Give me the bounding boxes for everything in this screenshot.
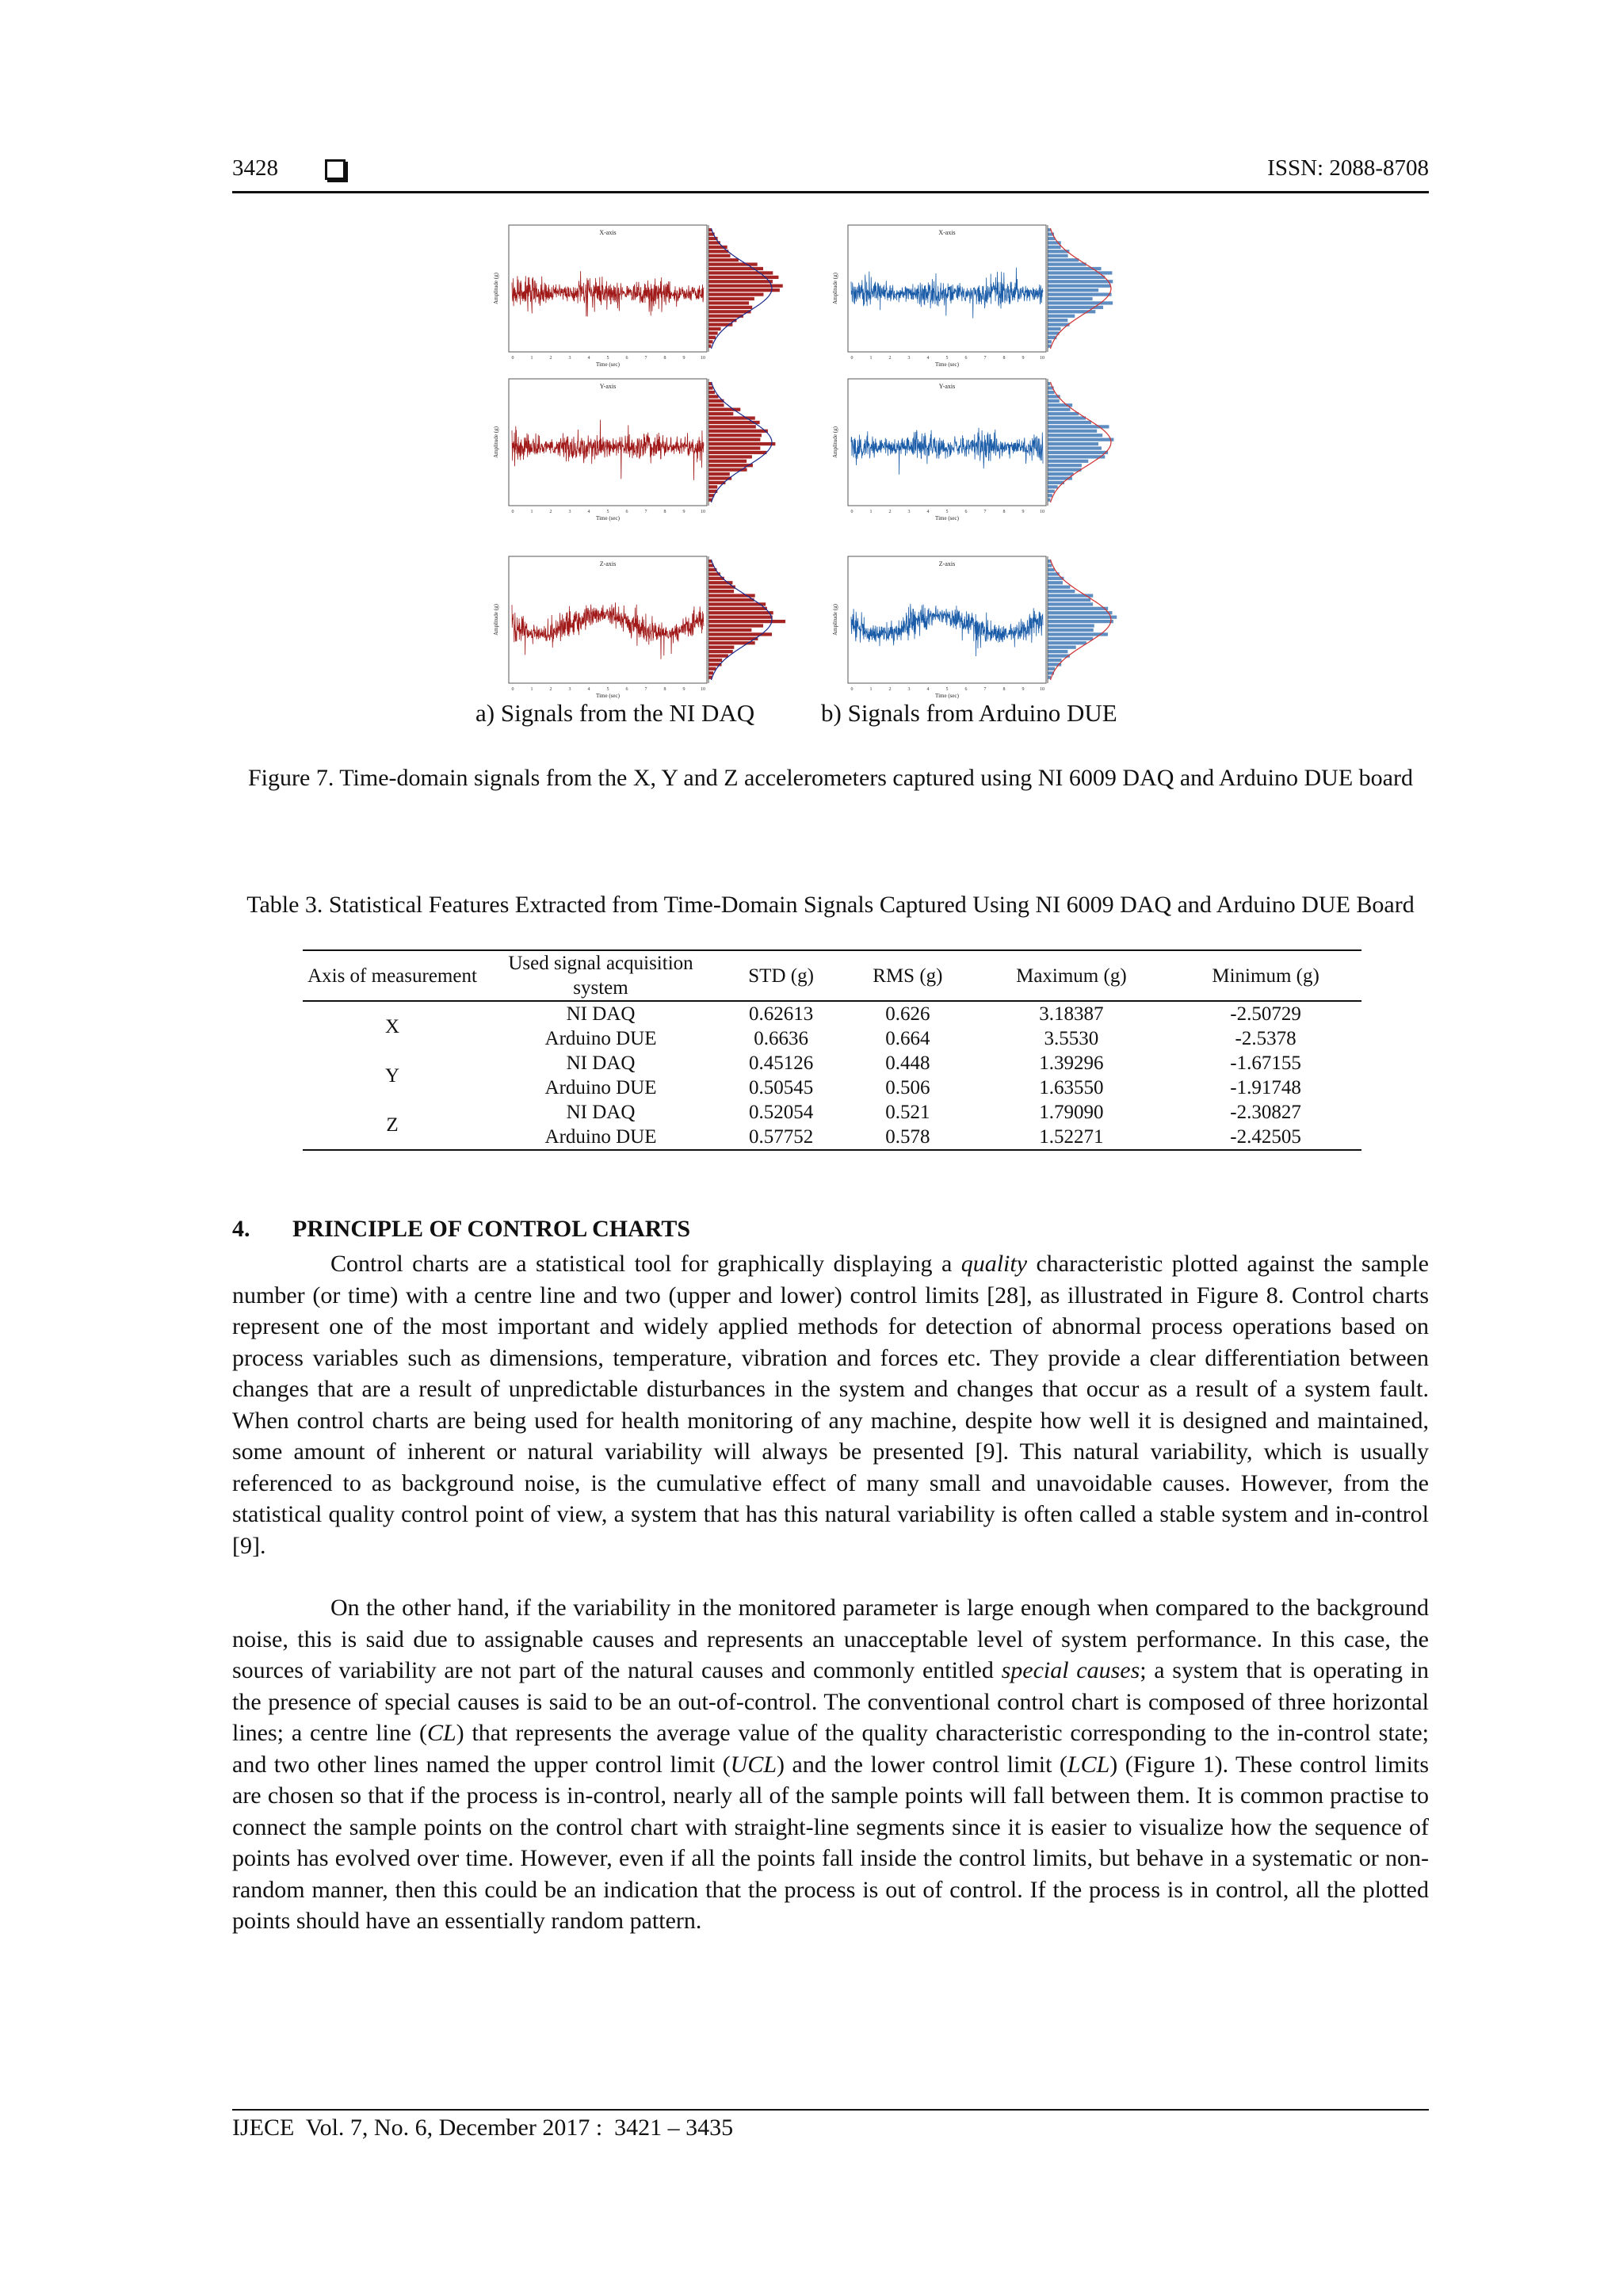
y-axis-label: Amplitude (g) — [832, 604, 838, 636]
x-tick-label: 4 — [587, 687, 590, 692]
histogram-bar — [1048, 455, 1105, 458]
min-cell: -1.67155 — [1230, 1052, 1301, 1074]
section-heading — [232, 1216, 690, 1243]
col-rms-header: RMS (g) — [842, 950, 972, 1001]
histogram-bar — [1048, 408, 1070, 411]
histogram-bar — [1048, 430, 1097, 433]
x-tick-label: 5 — [606, 356, 609, 361]
y-axis-label: Amplitude (g) — [493, 604, 499, 636]
x-tick-label: 6 — [964, 356, 968, 361]
histogram-bar — [1048, 340, 1052, 343]
rms-cell: 0.578 — [842, 1125, 972, 1150]
x-tick-label: 5 — [945, 510, 949, 514]
histogram-bar — [1048, 581, 1063, 584]
subplot-due-x — [831, 219, 1163, 368]
histogram-bar — [1048, 667, 1055, 670]
histogram-bar — [1048, 246, 1061, 249]
histogram-bar — [708, 659, 722, 662]
statistics-table — [303, 949, 1361, 1151]
col-system-header: Used signal acquisition system — [482, 950, 720, 1001]
x-tick-label: 9 — [682, 510, 685, 514]
system-cell: NI DAQ — [566, 1102, 636, 1123]
histogram-bar — [1048, 611, 1112, 614]
subplot-title: Y-axis — [599, 383, 617, 390]
x-tick-label: 4 — [926, 510, 930, 514]
italic-run: UCL — [730, 1751, 777, 1778]
histogram-bar — [708, 434, 762, 437]
histogram-bar — [708, 590, 734, 593]
text-run: ) that represents the average value of the quality characteristic corresponding to the in-control state; and two other lines named the upper control limit ( — [232, 1720, 1429, 1778]
x-tick-label: 7 — [983, 356, 987, 361]
histogram-bar — [708, 598, 754, 602]
x-tick-label: 6 — [964, 510, 968, 514]
footer-citation: IJECE Vol. 7, No. 6, December 2017 : 3421 – 3435 — [232, 2115, 734, 2141]
std-cell: 0.57752 — [720, 1125, 842, 1150]
subplot-ni-y — [491, 372, 824, 521]
x-tick-label: 9 — [682, 687, 685, 692]
histogram-bar — [1048, 297, 1093, 300]
histogram-bar — [1048, 485, 1058, 488]
histogram-bar — [1048, 438, 1113, 441]
histogram-bar — [708, 327, 721, 330]
histogram-bar — [1048, 628, 1094, 632]
x-tick-label: 10 — [1040, 356, 1044, 361]
x-tick-label: 4 — [587, 510, 590, 514]
x-tick-label: 8 — [1002, 687, 1006, 692]
min-cell: -2.30827 — [1230, 1102, 1301, 1123]
histogram-bar — [1048, 292, 1112, 296]
figure-row-x — [491, 219, 1163, 368]
italic-run: LCL — [1067, 1751, 1110, 1778]
x-tick-label: 5 — [606, 687, 609, 692]
histogram-bar — [1048, 271, 1112, 274]
x-tick-label: 2 — [888, 510, 892, 514]
max-cell: 1.79090 — [1039, 1102, 1104, 1123]
histogram-bar — [708, 280, 773, 283]
histogram-bar — [1048, 434, 1102, 437]
x-axis-label: Time (sec) — [596, 515, 620, 521]
system-cell: Arduino DUE — [544, 1077, 657, 1098]
histogram-bar — [1048, 490, 1055, 493]
histogram-bar — [1048, 641, 1086, 644]
histogram-bar — [708, 650, 733, 653]
histogram-bar — [1048, 499, 1050, 502]
y-axis-label: Amplitude (g) — [832, 273, 838, 304]
subplot-ni-z — [491, 550, 824, 699]
histogram-bar — [708, 616, 773, 619]
histogram-bar — [1048, 416, 1086, 419]
histogram-bar — [708, 460, 747, 463]
plot-frame — [509, 556, 707, 683]
histogram-bar — [708, 455, 752, 458]
paragraph-1 — [232, 1248, 1429, 1561]
text-run: characteristic plotted against the sample number (or time) with a centre line and two (upper and lower) control limits [28], as illustrated in Figure 8. Control charts represent one of the most important and widely applied methods for detection of abnormal process operations based on process variables such as dimensions, temperature, vibration and forces etc. They provide a clear differentiation between changes that are a result of unpredictable disturbances in the system and changes that occur as a result of a system fault. When control charts are being used for health monitoring of any machine, despite how well it is designed and maintained, some amount of inherent or natural variability will always be presented [9]. This natural variability, which is usually referenced to as background noise, is the cumulative effect of many small and unavoidable causes. However, from the statistical quality control point of view, a system that has this natural variability is often called a stable system and in-control [9]. — [232, 1251, 1429, 1559]
x-tick-label: 3 — [907, 510, 911, 514]
histogram-bar — [1048, 659, 1062, 662]
x-tick-label: 7 — [644, 687, 647, 692]
x-tick-label: 1 — [869, 687, 873, 692]
histogram-bar — [708, 340, 712, 343]
max-cell: 3.5530 — [1044, 1028, 1099, 1049]
histogram-bar — [708, 611, 773, 614]
x-tick-label: 6 — [625, 687, 628, 692]
axis-cell: Y — [384, 1064, 400, 1087]
x-tick-label: 2 — [888, 356, 892, 361]
histogram-bar — [708, 438, 760, 441]
histogram-bar — [708, 637, 758, 640]
rms-cell: 0.626 — [885, 1003, 930, 1025]
x-tick-label: 10 — [701, 510, 705, 514]
histogram-bar — [1048, 288, 1098, 292]
max-cell: 3.18387 — [1039, 1003, 1104, 1025]
header-rule — [232, 191, 1429, 193]
y-axis-label: Amplitude (g) — [832, 426, 838, 458]
x-tick-label: 8 — [663, 687, 666, 692]
x-tick-label: 3 — [907, 687, 911, 692]
histogram-bar — [708, 276, 778, 279]
histogram-bar — [708, 620, 785, 623]
histogram-bar — [708, 624, 763, 627]
x-tick-label: 0 — [850, 510, 854, 514]
histogram-bar — [708, 315, 743, 318]
std-cell: 0.50545 — [748, 1077, 814, 1098]
histogram-bar — [1048, 598, 1090, 602]
subplot-due-z — [831, 550, 1163, 699]
subplot-title: Z-axis — [599, 560, 617, 567]
system-cell: NI DAQ — [566, 1052, 636, 1074]
histogram-bar — [1048, 494, 1052, 497]
histogram-bar — [1048, 624, 1094, 627]
subplot-title: Z-axis — [938, 560, 956, 567]
histogram-bar — [1048, 637, 1093, 640]
x-tick-label: 10 — [1040, 687, 1044, 692]
x-tick-label: 5 — [606, 510, 609, 514]
x-tick-label: 9 — [1022, 687, 1025, 692]
italic-run: quality — [960, 1251, 1028, 1277]
table-row — [303, 1051, 1361, 1075]
x-tick-label: 2 — [549, 510, 552, 514]
histogram-bar — [708, 446, 760, 449]
histogram-bar — [1048, 451, 1108, 454]
section-title: PRINCIPLE OF CONTROL CHARTS — [292, 1216, 691, 1242]
x-tick-label: 6 — [625, 356, 628, 361]
text-run: ; a system that is operating in the presence of special causes is said to be an out-of-control. The conventional control chart is composed of three horizontal lines; a centre line ( — [232, 1657, 1430, 1746]
x-tick-label: 0 — [850, 356, 854, 361]
subplot-due-y — [831, 372, 1163, 521]
table-caption: Table 3. Statistical Features Extracted from Time-Domain Signals Captured Using NI 6009 DAQ and Arduino DUE Board — [246, 892, 1415, 918]
subplot-ni-x — [491, 219, 824, 368]
system-cell: NI DAQ — [566, 1003, 636, 1025]
histogram-bar — [1048, 280, 1113, 283]
histogram-bar — [1048, 327, 1061, 330]
min-cell: -2.50729 — [1230, 1003, 1301, 1025]
text-run: On the other hand, if the variability in the monitored parameter is large enough when compared to the background noise, this is said due to assignable causes and represents an unacceptable level of system performance. In this case, the sources of variability are not part of the natural causes and commonly entitled — [232, 1595, 1429, 1683]
rms-cell: 0.664 — [885, 1028, 930, 1049]
subplot-title: X-axis — [938, 229, 956, 236]
text-run: ) and the lower control limit ( — [777, 1751, 1067, 1778]
histogram-bar — [708, 403, 724, 407]
x-tick-label: 10 — [1040, 510, 1044, 514]
histogram-bar — [1048, 301, 1113, 304]
histogram-bar — [1048, 586, 1070, 589]
text-run: ) (Figure 1). These control limits are chosen so that if the process is in-control, nearly all of the sample points will fall between them. It is common practise to connect the sample points on the control chart with straight-line segments since it is easier to visualize how the sequence of points has evolved over time. However, even if all the points fall inside the control limits, but behave in a systematic or non-random manner, then this could be an indication that the process is out of control. If the process is in control, all the plotted points should have an essentially random pattern. — [232, 1751, 1429, 1934]
x-tick-label: 1 — [530, 356, 533, 361]
histogram-bar — [708, 301, 749, 304]
histogram-bar — [708, 485, 717, 488]
x-tick-label: 9 — [1022, 510, 1025, 514]
x-tick-label: 1 — [869, 510, 873, 514]
x-tick-label: 10 — [701, 687, 705, 692]
histogram-bar — [708, 395, 719, 398]
histogram-bar — [1048, 315, 1075, 318]
histogram-bar — [708, 306, 752, 309]
histogram-bar — [1048, 563, 1052, 567]
histogram-bar — [1048, 472, 1074, 476]
histogram-bar — [708, 288, 780, 292]
histogram-bar — [1048, 421, 1091, 424]
x-tick-label: 0 — [850, 687, 854, 692]
panel-b-label: b) Signals from Arduino DUE — [821, 699, 1117, 727]
histogram-bar — [708, 442, 775, 445]
histogram-bar — [1048, 254, 1068, 258]
min-cell: -1.91748 — [1230, 1077, 1301, 1098]
std-cell: 0.52054 — [748, 1102, 814, 1123]
histogram-bar — [1048, 620, 1113, 623]
rms-cell: 0.448 — [885, 1052, 930, 1074]
std-cell: 0.45126 — [748, 1052, 814, 1074]
figure-caption: Figure 7. Time-domain signals from the X, Y and Z accelerometers captured using NI 6009 DAQ and Arduino DUE board — [248, 765, 1413, 791]
x-tick-label: 4 — [926, 687, 930, 692]
col-axis-header: Axis of measurement — [303, 950, 482, 1001]
histogram-bar — [1048, 382, 1050, 385]
col-std-header: STD (g) — [720, 950, 842, 1001]
x-tick-label: 7 — [983, 687, 987, 692]
histogram-bar — [708, 646, 734, 649]
x-tick-label: 5 — [945, 356, 949, 361]
histogram-bar — [708, 430, 768, 433]
histogram-bar — [708, 292, 763, 296]
x-tick-label: 3 — [568, 510, 571, 514]
col-min-header: Minimum (g) — [1170, 950, 1361, 1001]
histogram-bar — [1048, 468, 1082, 472]
subplot-title: Y-axis — [938, 383, 956, 390]
rms-cell: 0.506 — [885, 1077, 930, 1098]
x-tick-label: 0 — [511, 687, 514, 692]
max-cell: 1.39296 — [1039, 1052, 1104, 1074]
histogram-bar — [708, 319, 736, 322]
x-tick-label: 3 — [568, 356, 571, 361]
histogram-bar — [1048, 262, 1086, 266]
plot-frame — [848, 379, 1046, 506]
footer-rule — [232, 2109, 1429, 2111]
histogram-bar — [1048, 676, 1051, 679]
page-number: 3428 — [232, 155, 278, 181]
x-tick-label: 8 — [663, 356, 666, 361]
histogram-bar — [708, 331, 718, 334]
x-axis-label: Time (sec) — [935, 693, 959, 699]
max-cell: 1.63550 — [1039, 1077, 1104, 1098]
histogram-bar — [1048, 650, 1067, 653]
histogram-bar — [1048, 399, 1060, 403]
histogram-bar — [708, 628, 751, 632]
histogram-bar — [708, 602, 766, 606]
histogram-bar — [1048, 446, 1102, 449]
y-axis-label: Amplitude (g) — [493, 273, 499, 304]
x-tick-label: 8 — [1002, 510, 1006, 514]
x-tick-label: 4 — [587, 356, 590, 361]
x-tick-label: 7 — [644, 356, 647, 361]
histogram-bar — [708, 297, 754, 300]
histogram-bar — [708, 271, 773, 274]
histogram-bar — [708, 250, 728, 253]
subplot-title: X-axis — [599, 229, 617, 236]
x-tick-label: 8 — [663, 510, 666, 514]
histogram-bar — [708, 391, 715, 394]
axis-cell: Z — [303, 1100, 482, 1150]
x-tick-label: 0 — [511, 356, 514, 361]
x-tick-label: 9 — [1022, 356, 1025, 361]
x-axis-label: Time (sec) — [935, 361, 959, 368]
x-tick-label: 7 — [644, 510, 647, 514]
x-tick-label: 2 — [549, 356, 552, 361]
x-tick-label: 0 — [511, 510, 514, 514]
std-cell: 0.62613 — [748, 1003, 814, 1025]
x-tick-label: 8 — [1002, 356, 1006, 361]
x-tick-label: 1 — [530, 510, 533, 514]
x-tick-label: 3 — [907, 356, 911, 361]
system-cell: Arduino DUE — [482, 1125, 720, 1150]
histogram-bar — [708, 386, 713, 389]
x-tick-label: 6 — [964, 687, 968, 692]
text-run: Control charts are a statistical tool for graphically displaying a — [330, 1251, 961, 1277]
histogram-bar — [1048, 276, 1105, 279]
histogram-bar — [708, 425, 756, 428]
panel-a-label: a) Signals from the NI DAQ — [475, 699, 755, 727]
x-tick-label: 1 — [869, 356, 873, 361]
col-max-header: Maximum (g) — [973, 950, 1170, 1001]
histogram-bar — [1048, 412, 1079, 415]
italic-run: CL — [426, 1720, 456, 1746]
x-tick-label: 2 — [549, 687, 552, 692]
x-tick-label: 5 — [945, 687, 949, 692]
histogram-bar — [708, 310, 751, 313]
rms-cell: 0.521 — [885, 1102, 930, 1123]
y-axis-label: Amplitude (g) — [493, 426, 499, 458]
histogram-bar — [708, 671, 713, 674]
x-axis-label: Time (sec) — [596, 361, 620, 368]
x-tick-label: 1 — [530, 687, 533, 692]
figure-row-y — [491, 372, 1163, 521]
histogram-bar — [1048, 464, 1082, 467]
x-axis-label: Time (sec) — [596, 693, 620, 699]
histogram-bar — [708, 472, 730, 476]
histogram-bar — [1048, 616, 1117, 619]
histogram-bar — [1048, 319, 1067, 322]
histogram-bar — [708, 412, 733, 415]
histogram-bar — [708, 258, 739, 262]
histogram-bar — [1048, 590, 1075, 593]
histogram-bar — [1048, 391, 1054, 394]
checkbox-glyph-icon — [325, 159, 346, 180]
axis-cell: X — [384, 1015, 400, 1037]
histogram-bar — [708, 667, 716, 670]
histogram-bar — [708, 654, 728, 657]
min-cell: -2.42505 — [1170, 1125, 1361, 1150]
x-tick-label: 3 — [568, 687, 571, 692]
x-tick-label: 6 — [625, 510, 628, 514]
section-number: 4. — [232, 1216, 250, 1242]
histogram-bar — [1048, 258, 1079, 262]
x-axis-label: Time (sec) — [935, 515, 959, 521]
x-tick-label: 2 — [888, 687, 892, 692]
histogram-bar — [708, 345, 711, 348]
figure-row-z — [491, 550, 1163, 699]
histogram-bar — [708, 262, 758, 266]
table-row — [303, 1001, 1361, 1026]
histogram-bar — [1048, 607, 1108, 610]
table-row — [303, 1100, 1361, 1125]
x-tick-label: 4 — [926, 356, 930, 361]
x-tick-label: 9 — [682, 356, 685, 361]
histogram-bar — [708, 451, 766, 454]
italic-run: special causes — [1001, 1657, 1140, 1683]
histogram-bar — [1048, 568, 1055, 571]
min-cell: -2.5378 — [1235, 1028, 1296, 1049]
paragraph-2 — [232, 1592, 1429, 1937]
histogram-bar — [1048, 442, 1098, 445]
x-tick-label: 7 — [983, 510, 987, 514]
histogram-bar — [1048, 646, 1076, 649]
std-cell: 0.6636 — [754, 1028, 808, 1049]
histogram-bar — [708, 254, 731, 258]
x-tick-label: 10 — [701, 356, 705, 361]
issn: ISSN: 2088-8708 — [1267, 155, 1429, 181]
histogram-bar — [1048, 460, 1088, 463]
histogram-bar — [708, 336, 716, 339]
histogram-bar — [708, 607, 767, 610]
histogram-bar — [1048, 602, 1093, 606]
histogram-bar — [1048, 285, 1111, 288]
table-header-row — [303, 950, 1361, 1001]
system-cell: Arduino DUE — [544, 1028, 657, 1049]
max-cell: 1.52271 — [973, 1125, 1170, 1150]
